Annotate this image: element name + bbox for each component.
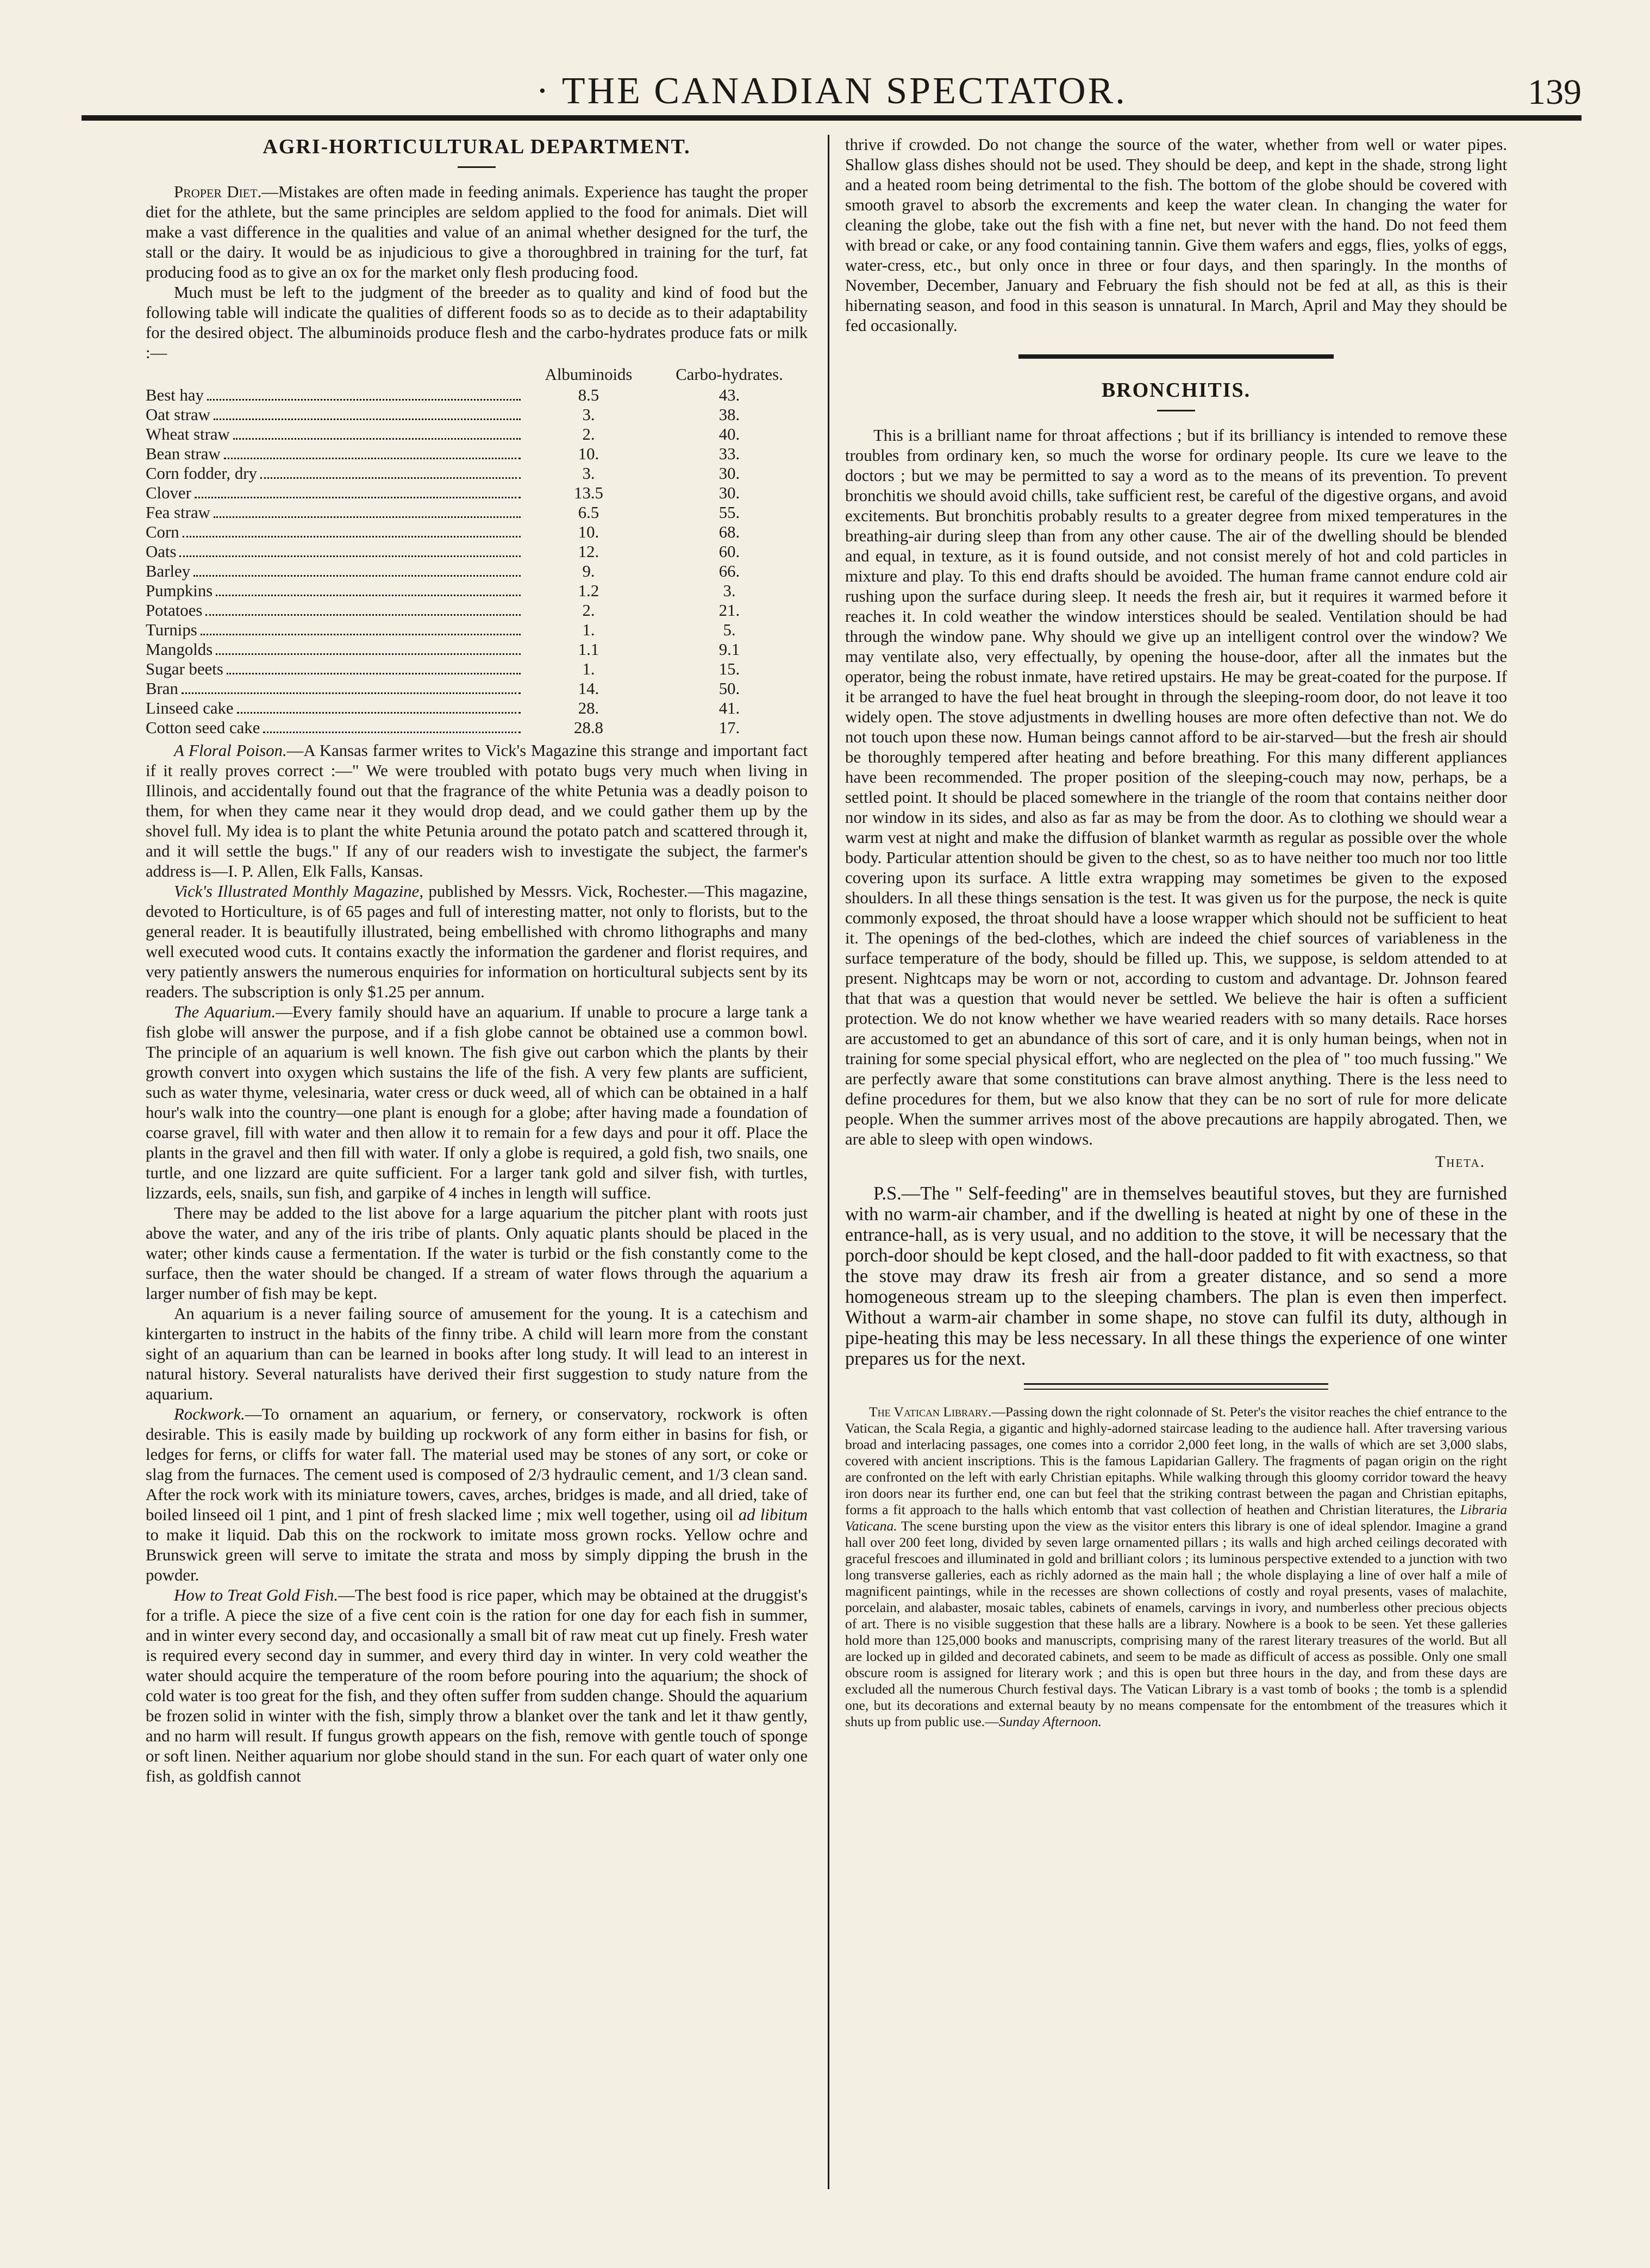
bronchitis-title: BRONCHITIS.: [1101, 379, 1251, 402]
vatican-text: —Passing down the right colonnade of St. Peter's the visitor reaches the chief entrance to the Vatican, the Scala Regia, a gigantic and highly-adorned staircase leading to the audience hall. After traversing various broad and interlacing passages, one comes into a corridor 2,000 feet long, in the walls of which are set 3,000 slabs, covered with ancient inscriptions. This is the famous Lapidarian Gallery. The fragments of pagan origin on the right are confronted on the left with early Christian epitaphs. While walking through this gloomy corridor toward the heavy iron doors near its further end, one can but feel that the striking contrast between the pagan and Christian epitaphs, forms a fit approach to the halls which entomb that vast collection of heathen and Christian literatures, the: [845, 1404, 1507, 1517]
vicks-lead: Vick's Illustrated Monthly Magazine,: [174, 882, 424, 901]
leader-dots: [183, 536, 521, 538]
leader-dots: [207, 399, 521, 401]
feed-name: Oats: [146, 542, 177, 561]
feed-name: Barley: [146, 562, 191, 580]
feed-table-row: [146, 424, 808, 444]
albuminoids-value: 1.: [582, 621, 595, 639]
proper-diet-lead: Proper Diet.: [174, 183, 262, 201]
carbohydrates-header: Carbo-hydrates.: [676, 365, 783, 384]
rockwork-paragraph: [146, 1404, 808, 1585]
rockwork-text-2: to make it liquid. Dab this on the rockwork to imitate moss grown rocks. Yellow ochre and Brunswick green will serve to imitate the strata and moss by simply dipping the brush in the powder.: [146, 1526, 808, 1584]
albuminoids-value: 8.5: [578, 386, 599, 404]
albuminoids-value: 1.: [582, 660, 595, 678]
leader-dots: [201, 634, 521, 635]
running-header: [82, 60, 1582, 114]
feed-table-row: [146, 640, 808, 659]
vicks-paragraph: [146, 882, 808, 1002]
feed-name: Best hay: [146, 386, 204, 404]
leader-dots: [263, 732, 521, 733]
gold-fish-lead: How to Treat Gold Fish.: [174, 1586, 339, 1604]
gold-fish-continuation: thrive if crowded. Do not change the source of the water, whether from well or water pipes. Shallow glass dishes should not be used. They should be deep, and kept in the shade, strong light and a heated room being detrimental to the fish. The bottom of the globe should be covered with smooth gravel to absorb the excrements and keep the water clean. In changing the water for cleaning the globe, take out the fish with a fine net, but never with the hand. Do not feed them with bread or cake, or any food containing tannin. Give them wafers and eggs, flies, yolks of eggs, water-cress, etc., but only once in three or four days, and then sparingly. In the months of November, December, January and February the fish should not be fed at all, as this is their hibernating season, and food in this season is unnatural. In March, April and May they should be fed occasionally.: [845, 135, 1507, 335]
carbohydrates-value: 21.: [718, 601, 740, 620]
much-must-paragraph: Much must be left to the judgment of the breeder as to quality and kind of food but the following table will indicate the qualities of different foods so as to decide as to their adaptability for the desired object. The albuminoids produce flesh and the carbo-hydrates produce fats or milk :—: [146, 283, 808, 362]
carbohydrates-value: 50.: [718, 679, 740, 698]
floral-poison-text: —A Kansas farmer writes to Vick's Magazine this strange and important fact if it really proves correct :—" We were troubled with potato bugs very much when living in Illinois, and accidentally found out that the fragrance of the white Petunia was a deadly poison to them, for when they came near it they would drop dead, and we could gather them up by the shovel full. My idea is to plant the white Petunia around the potato patch and scattered through it, and it will settle the bugs." If any of our readers wish to investigate the subject, the farmer's address is—I. P. Allen, Elk Falls, Kansas.: [146, 741, 808, 880]
aquarium-lead: The Aquarium.: [174, 1003, 276, 1021]
left-column: [146, 135, 808, 1786]
leader-dots: [260, 477, 521, 479]
floral-poison-paragraph: [146, 741, 808, 882]
bronchitis-title-rule: [1157, 410, 1195, 411]
carbohydrates-value: 15.: [718, 660, 740, 678]
albuminoids-value: 12.: [578, 542, 599, 561]
leader-dots: [205, 614, 521, 616]
carbohydrates-value: 30.: [718, 464, 740, 483]
feed-name: Corn fodder, dry: [146, 464, 257, 483]
albuminoids-value: 13.5: [574, 484, 603, 502]
albuminoids-value: 14.: [578, 679, 599, 698]
vatican-italic: Libraria Vaticana.: [845, 1502, 1507, 1534]
leader-dots: [237, 712, 521, 714]
leader-dots: [233, 438, 521, 440]
feed-table-row: [146, 542, 808, 561]
aquarium-paragraph: [146, 1002, 808, 1203]
feed-table-row: [146, 522, 808, 542]
feed-name: Turnips: [146, 621, 197, 639]
feed-table-row: [146, 405, 808, 424]
albuminoids-value: 1.1: [578, 640, 599, 659]
carbohydrates-value: 55.: [718, 503, 740, 522]
rockwork-italic: ad libitum: [738, 1505, 808, 1524]
publication-title: · THE CANADIAN SPECTATOR.: [536, 70, 1127, 112]
feed-table-row: [146, 444, 808, 464]
proper-diet-text: —Mistakes are often made in feeding animals. Experience has taught the proper diet for the athlete, but the same principles are seldom applied to the food for animals. Diet will make a vast difference in the qualities and value of an animal whether designed for the turf, the stall or the dairy. It would be as injudicious to give a thoroughbred in training for the turf, fat producing food as to give an ox for the market only flesh producing food.: [146, 183, 808, 282]
page-number: 139: [1528, 72, 1582, 112]
section-separator-rule: [1018, 354, 1334, 359]
column-divider: [828, 135, 829, 2189]
title-rule: [458, 166, 496, 168]
postscript-paragraph: P.S.—The " Self-feeding" are in themselves beautiful stoves, but they are furnished with no warm-air chamber, and if the dwelling is heated at night by one of these in the entrance-hall, as is very usual, and no addition to the stove, it will be necessary that the porch-door should be kept closed, and the hall-door padded to fit with exactness, so that the stove may draw its fresh air from a greater distance, and so send a more homogeneous stream up to the sleeping chambers. The plan is even then imperfect. Without a warm-air chamber in some shape, no stove can fulfil its duty, although in pipe-heating this may be less necessary. In all these things the experience of one winter prepares us for the next.: [845, 1183, 1507, 1369]
rockwork-text: —To ornament an aquarium, or fernery, or conservatory, rockwork is often desirable. This is easily made by building up rockwork of any form either in basins for fish, or ledges for ferns, or cliffs for water fall. The material used may be stones of any sort, or coke or slag from the furnaces. The cement used is composed of 2/3 hydraulic cement, and 1/3 clean sand. After the rock work with its miniature towers, caves, arches, bridges is made, and all dried, take of boiled linseed oil 1 pint, and 1 pint of fresh slacked lime ; mix well together, using oil: [146, 1405, 808, 1524]
feed-name: Pumpkins: [146, 582, 213, 600]
feed-table-row: [146, 659, 808, 679]
albuminoids-value: 3.: [582, 464, 595, 483]
there-may-paragraph: There may be added to the list above for a large aquarium the pitcher plant with roots just above the water, and any of the iris tribe of plants. Only aquatic plants should be placed in the water; other kinds cause a fermentation. If the water is turbid or the fish constantly come to the surface, then the water should be changed. If a stream of water flows through the aquarium a larger number of fish may be kept.: [146, 1204, 808, 1303]
leader-dots: [179, 555, 521, 557]
carbohydrates-value: 33.: [718, 445, 740, 463]
carbohydrates-value: 66.: [718, 562, 740, 580]
carbohydrates-value: 40.: [718, 425, 740, 443]
albuminoids-value: 2.: [582, 425, 595, 443]
feed-table-row: [146, 581, 808, 601]
feed-name: Sugar beets: [146, 660, 223, 678]
feed-name: Clover: [146, 484, 191, 502]
an-aquarium-paragraph: An aquarium is a never failing source of amusement for the young. It is a catechism and kintergarten to instruct in the habits of the finny tribe. A child will learn more from the constant sight of an aquarium than can be learned in books after long study. It will lead to an interest in natural history. Several naturalists have derived their first suggestion to study nature from the aquarium.: [146, 1304, 808, 1403]
leader-dots: [193, 575, 521, 577]
feed-name: Fea straw: [146, 503, 210, 522]
albuminoids-value: 28.8: [574, 718, 603, 737]
header-rule: [82, 115, 1582, 121]
carbohydrates-value: 68.: [718, 523, 740, 541]
feed-name: Mangolds: [146, 640, 213, 659]
vicks-text: published by Messrs. Vick, Rochester.—This magazine, devoted to Horticulture, is of 65 pages and full of interesting matter, not only to florists, but to the general reader. It is beautifully illustrated, being embellished with chromo lithographs and many well executed wood cuts. It contains exactly the information the gardener and florist requires, and very patiently answers the numerous enquiries for information on horticultural subjects sent by its readers. The subscription is only $1.25 per annum.: [146, 882, 808, 1001]
albuminoids-value: 6.5: [578, 503, 599, 522]
feed-table-body: [146, 385, 808, 738]
floral-poison-lead: A Floral Poison.: [174, 741, 287, 760]
albuminoids-value: 10.: [578, 445, 599, 463]
feed-name: Linseed cake: [146, 699, 234, 717]
vatican-source: Sunday Afternoon.: [998, 1714, 1102, 1729]
right-column: [845, 135, 1507, 1730]
feed-name: Bean straw: [146, 445, 221, 463]
feed-table-row: [146, 679, 808, 698]
aquarium-text: —Every family should have an aquarium. If unable to procure a large tank a fish globe will answer the purpose, and if a fish globe cannot be obtained use a common bowl. The principle of an aquarium is well known. The fish give out carbon which the plants by their growth convert into oxygen which sustains the life of the fish. A very few plants are sufficient, such as water thyme, velesinaria, water cress or duck weed, all of which can be obtained in a half hour's walk into the country—one plant is enough for a globe; after having made a foundation of coarse gravel, fill with water and then allow it to remain for a few days and pour it off. Place the plants in the gravel and then fill with water. If only a globe is required, a gold fish, two snails, one turtle, and one lizzard are quite sufficient. For a larger tank gold and silver fish, with turtles, lizzards, eels, snails, sun fish, and garpike of 4 inches in length will suffice.: [146, 1003, 808, 1202]
proper-diet-paragraph: [146, 182, 808, 283]
gold-fish-paragraph: [146, 1585, 808, 1786]
albuminoids-header: Albuminoids: [545, 365, 633, 384]
leader-dots: [195, 497, 521, 498]
feed-table-row: [146, 561, 808, 581]
author-signature: Theta.: [1435, 1153, 1485, 1171]
albuminoids-value: 9.: [582, 562, 595, 580]
feed-name: Corn: [146, 523, 179, 541]
feed-table-row: [146, 718, 808, 738]
rockwork-lead: Rockwork.: [174, 1405, 245, 1423]
leader-dots: [182, 692, 521, 694]
feed-name: Wheat straw: [146, 425, 230, 443]
feed-name: Cotton seed cake: [146, 718, 260, 737]
carbohydrates-value: 60.: [718, 542, 740, 561]
gold-fish-text: —The best food is rice paper, which may be obtained at the druggist's for a trifle. A piece the size of a five cent coin is the ration for one day for each fish in summer, and in winter every second day, and occasionally a small bit of raw meat cut up finely. Fresh water is required every second day in summer, and every third day in winter. In very cold weather the water should acquire the temperature of the room before pouring into the aquarium; the shock of cold water is too great for the fish, and they often suffer from sudden change. Should the aquarium be frozen solid in winter with the fish, simply throw a blanket over the tank and let it thaw gently, and no harm will result. If fungus growth appears on the fish, remove with gentle touch of sponge or soft linen. Neither aquarium nor globe should stand in the sun. For each quart of water only one fish, as goldfish cannot: [146, 1586, 808, 1785]
albuminoids-value: 1.2: [578, 582, 599, 600]
leader-dots: [214, 516, 521, 518]
bronchitis-paragraph: This is a brilliant name for throat affections ; but if its brilliancy is intended to remove these troubles from ordinary ken, so much the worse for ordinary people. Its cure we leave to the doctors ; but we may be permitted to say a word as to the means of its prevention. To prevent bronchitis we should avoid chills, take sufficient rest, be careful of the digestive organs, and avoid excitements. But bronchitis probably results to a greater degree from mixed temperatures in the breathing-air during sleep than from any other cause. The air of the dwelling should be blended and equal, in texture, as it is found outside, and not consist merely of hot and cold particles in mixture and play. To this end drafts should be avoided. The human frame cannot endure cold air rushing upon the surface during sleep. It needs the fresh air, but it requires it warmed before it reaches it. In cold weather the window interstices should be sealed. Ventilation should be had through the window pane. Why should we give up an intelligent control over the window? We may ventilate also, very effectually, by opening the house-door, after all the inmates but the operator, being the robust inmate, have retired upstairs. He may be great-coated for the purpose. If it be arranged to have the fuel heat brought in through the sleeping-room door, do not leave it too widely open. The stove adjustments in dwelling houses are more often defective than not. We do not touch upon these now. Human beings cannot afford to be air-starved—but the fresh air should be thoroughly tempered after heating and before breathing. For this many different appliances have been recommended. The proper position of the sleeping-couch may now, perhaps, be a settled point. It should be placed somewhere in the triangle of the room that contains neither door nor window in its sides, and also as far as may be from the door. As to clothing we should wear a warm vest at night and make the diffusion of blanket warmth as regular as possible over the whole body. Particular attention should be given to the chest, so as to have neither too much nor too little covering upon its surface. A little extra wrapping may sometimes be given to the exposed shoulders. In all these things sensation is the test. It was given us for the purpose, the neck is quite commonly exposed, the throat should have a loose wrapper which should not be sufficient to heat it. The openings of the bed-clothes, which are indeed the chief sources of variableness in the surface temperature of the body, should be filled up. This, we suppose, is seldom attended to at present. Nightcaps may be worn or not, according to custom and advantage. Dr. Johnson feared that that was a question that would never be settled. We believe the hair is often a sufficient protection. We do not know whether we have wearied readers with so many details. Race horses are accustomed to get an abundance of this sort of care, and it is only human beings, when not in training for some special physical effort, who are neglected on the plea of " too much fussing." We are perfectly aware that some constitutions can brave almost anything. There is the less need to define procedures for them, but we also know that they can be no sort of rule for more delicate people. When the summer arrives most of the above precautions are happily abrogated. Then, we are able to sleep with open windows.: [845, 426, 1507, 1148]
albuminoids-value: 3.: [582, 405, 595, 424]
vatican-separator-rule: [1024, 1383, 1328, 1390]
feed-table-row: [146, 503, 808, 522]
carbohydrates-value: 9.1: [718, 640, 740, 659]
feed-name: Oat straw: [146, 405, 210, 424]
feed-table-row: [146, 385, 808, 405]
feed-table-row: [146, 698, 808, 718]
feed-table-row: [146, 464, 808, 483]
feed-name: Bran: [146, 679, 178, 698]
feed-table: [146, 365, 808, 738]
carbohydrates-value: 17.: [718, 718, 740, 737]
carbohydrates-value: 5.: [723, 621, 736, 639]
vatican-text-2: The scene bursting upon the view as the visitor enters this library is one of ideal splendor. Imagine a grand hall over 200 feet long, divided by seven large ornamented pillars ; its walls and high arched ceilings decorated with graceful frescoes and illuminated in gold and brilliant colors ; its luminous perspective extended to a junction with two long transverse galleries, each as richly adorned as the main hall ; the whole displaying a line of over half a mile of magnificent paintings, while in the recesses are shown collections of costly and royal presents, vases of malachite, porcelain, and alabaster, mosaic tables, cabinets of enamels, carvings in ivory, and numberless other precious objects of art. There is no visible suggestion that these halls are a library. Nowhere is a book to be seen. Yet these galleries hold more than 125,000 books and manuscripts, comprising many of the rarest literary treasures of the world. But all are locked up in gilded and decorated cabinets, and seem to be made as difficult of access as possible. Only one small obscure room is assigned for literary work ; and this is open but three hours in the day, and from these days are excluded all the numerous Church festival days. The Vatican Library is a vast tomb of books ; the tomb is a splendid one, but its decorations and external beauty by no means compensate for the entombment of the treasures which it shuts up from public use.—: [845, 1518, 1507, 1729]
albuminoids-value: 10.: [578, 523, 599, 541]
carbohydrates-value: 3.: [723, 582, 736, 600]
leader-dots: [214, 418, 521, 420]
albuminoids-value: 2.: [582, 601, 595, 620]
albuminoids-value: 28.: [578, 699, 599, 717]
carbohydrates-value: 38.: [718, 405, 740, 424]
carbohydrates-value: 43.: [718, 386, 740, 404]
vatican-lead: The Vatican Library.: [869, 1404, 992, 1420]
feed-name: Potatoes: [146, 601, 203, 620]
feed-table-row: [146, 620, 808, 640]
section-title: AGRI-HORTICULTURAL DEPARTMENT.: [262, 135, 691, 158]
leader-dots: [227, 673, 521, 674]
feed-table-row: [146, 483, 808, 503]
carbohydrates-value: 41.: [718, 699, 740, 717]
leader-dots: [224, 458, 521, 459]
leader-dots: [216, 595, 521, 596]
vatican-paragraph: [845, 1404, 1507, 1730]
leader-dots: [216, 653, 521, 655]
carbohydrates-value: 30.: [718, 484, 740, 502]
feed-table-row: [146, 601, 808, 620]
